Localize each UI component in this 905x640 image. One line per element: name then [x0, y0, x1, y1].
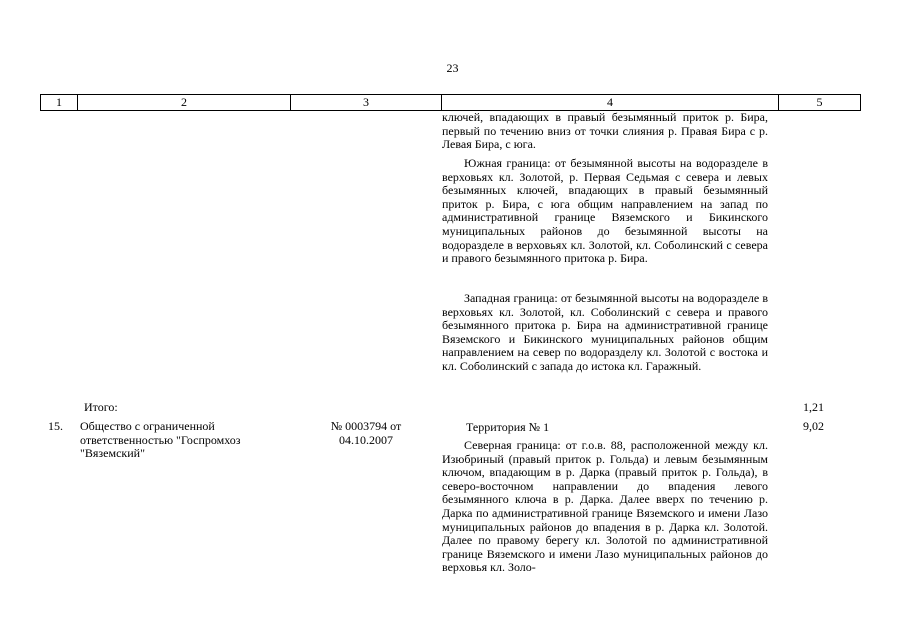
west-boundary-paragraph: Западная граница: от безымянной высоты на водоразделе в верховьях кл. Золотой, кл. Соболинский с севера и правого безымянного притока р. Бира на административной границе Вяземского и Бикинского муниципальных районов общим направлением на север по водоразделу кл. Золотой с востока и кл. Соболинский с запада до истока кл. Гаражный. [442, 291, 768, 373]
south-boundary-paragraph: Южная граница: от безымянной высоты на водоразделе в верховьях кл. Золотой, р. Первая Седьмая с севера и левых безымянных ключей, впадающих в правый безымянный приток р. Бира, с юга общим направлением на запад по административной границе Вяземского и Бикинского муниципальных районов до безымянной высоты на водоразделе в верховьях кл. Золотой, кл. Соболинский с севера и правого безымянного притока р. Бира. [442, 156, 768, 266]
table-header-row [40, 94, 861, 111]
row-number: 15. [48, 419, 63, 433]
north-boundary-paragraph: Северная граница: от г.о.в. 88, расположенной между кл. Изюбриный (правый приток р. Гольда) и левым безымянным ключом, впадающим в р. Дарка (правый приток р. Гольда), в северо-восточном направлении до впадения левого безымянного ключа в р. Дарка. Далее вверх по течению р. Дарка по административной границе Вяземского и имени Лазо муниципальных районов до впадения в р. Дарка кл. Золотой. Далее по правому берегу кл. Золотой по административной границе Вяземского и имени Лазо муниципальных районов до верховья кл. Золо- [442, 438, 768, 575]
document-date: 04.10.2007 [339, 432, 393, 447]
header-col-1: 1 [41, 95, 78, 110]
organization-name: Общество с ограниченной ответственностью "Госпромхоз "Вяземский" [80, 419, 241, 461]
itogo-label: Итого: [84, 400, 118, 414]
boundary-text-continuation: ключей, впадающих в правый безымянный приток р. Бира, первый по течению вниз от точки слияния р. Правая Бира с р. Левая Бира, с юга. [442, 110, 768, 152]
document-number-line: № 0003794 от [330, 419, 402, 433]
header-col-3: 3 [291, 95, 442, 110]
area-value: 9,02 [803, 419, 824, 433]
territory-title: Территория № 1 [466, 420, 550, 434]
itogo-value: 1,21 [803, 400, 824, 414]
page-number: 23 [446, 61, 459, 75]
document-number [300, 420, 432, 447]
header-col-5: 5 [816, 95, 823, 109]
header-col-4: 4 [442, 95, 779, 110]
header-col-2: 2 [78, 95, 291, 110]
